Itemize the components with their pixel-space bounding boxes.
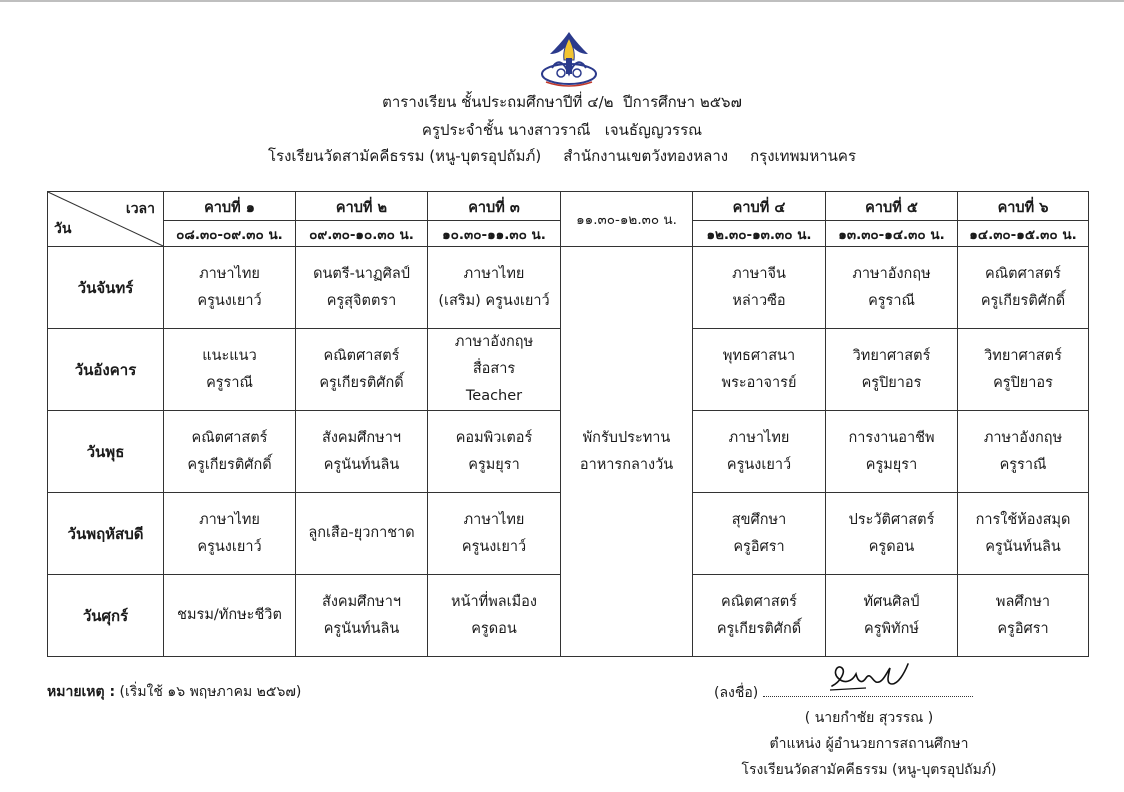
cell-detail: ครูนงเยาว์ (461, 538, 527, 555)
subject-name: คณิตศาสตร์ (721, 593, 797, 610)
subject-name: ภาษาไทย (463, 511, 525, 528)
sign-label: (ลงชื่อ) (714, 685, 759, 701)
subject-name: คณิตศาสตร์ (323, 347, 400, 364)
cell-detail: ครูมยุรา (468, 456, 520, 473)
signer-position: ตำแหน่ง ผู้อำนวยการสถานศึกษา (769, 736, 969, 752)
cell-detail: ครูดอน (471, 620, 517, 637)
subject-name: หน้าที่พลเมือง (451, 593, 537, 610)
period-3-label: คาบที่ ๓ (428, 192, 561, 221)
remark-text: (เริ่มใช้ ๑๖ พฤษภาคม ๒๕๖๗) (115, 684, 302, 700)
schedule-cell (296, 411, 428, 493)
schedule-cell (826, 493, 958, 575)
homeroom-teacher: ครูประจำชั้น นางสาวราณี เจนธัญญวรรณ (421, 121, 703, 139)
schedule-title: ตารางเรียน ชั้นประถมศึกษาปีที่ ๔/๒ ปีการศึกษา ๒๕๖๗ (382, 93, 742, 111)
subject-name: สุขศึกษา (731, 511, 787, 528)
cell-detail: ครูสุจิตตรา (326, 292, 397, 309)
corner-cell (48, 192, 164, 247)
cell-detail: ครูนงเยาว์ (197, 292, 262, 309)
subject-name: ภาษาไทย (463, 265, 525, 282)
subject-name: ชมรม/ทักษะชีวิต (177, 607, 282, 623)
subject-name: ภาษาไทย (199, 511, 260, 528)
schedule-cell (693, 329, 826, 411)
schedule-cell (958, 575, 1089, 657)
day-row (48, 247, 1089, 329)
subject-name: วิทยาศาสตร์ (984, 347, 1062, 364)
schedule-cell (428, 247, 561, 329)
subject-name: การใช้ห้องสมุด (975, 511, 1071, 528)
subject-name: คอมพิวเตอร์ (455, 429, 533, 446)
schedule-cell (826, 575, 958, 657)
cell-detail: ครูราณี (206, 374, 253, 391)
subject-name: สังคมศึกษาฯ (321, 429, 401, 446)
cell-detail: ครูราณี (999, 456, 1047, 473)
schedule-cell (164, 247, 296, 329)
schedule-cell (296, 329, 428, 411)
subject-name: ภาษาอังกฤษ (454, 334, 534, 350)
period-5-label: คาบที่ ๕ (826, 192, 958, 221)
school-name: โรงเรียนวัดสามัคคีธรรม (หนู-บุตรอุปถัมภ์) (267, 147, 542, 165)
schedule-cell (693, 247, 826, 329)
schedule-cell (164, 493, 296, 575)
school-emblem-icon (538, 28, 600, 90)
cell-detail: ครูนันท์นลิน (323, 456, 400, 473)
subject-name: สังคมศึกษาฯ (321, 593, 401, 610)
schedule-cell (958, 411, 1089, 493)
period-1-time: ๐๘.๓๐-๐๙.๓๐ น. (164, 221, 296, 247)
district-office: สำนักงานเขตวังทองหลาง (563, 147, 729, 165)
school-line (0, 146, 1124, 166)
lunch-line: พักรับประทาน (582, 429, 671, 446)
period-6-label: คาบที่ ๖ (958, 192, 1089, 221)
subject-name: ภาษาอังกฤษ (852, 265, 931, 282)
schedule-cell (164, 575, 296, 657)
cell-detail: ครูมยุรา (865, 456, 918, 473)
cell-detail: หล่าวซือ (732, 292, 786, 309)
schedule-cell (164, 329, 296, 411)
schedule-cell (428, 329, 561, 411)
cell-detail: ครูราณี (868, 292, 915, 309)
cell-detail: ครูปิยาอร (861, 374, 922, 391)
subject-name: พลศึกษา (995, 593, 1051, 610)
period-2-time: ๐๙.๓๐-๑๐.๓๐ น. (296, 221, 428, 247)
period-3-time: ๑๐.๓๐-๑๑.๓๐ น. (428, 221, 561, 247)
schedule-cell (693, 411, 826, 493)
schedule-cell (826, 329, 958, 411)
cell-detail: ครูอิศรา (997, 620, 1049, 637)
period-4-label: คาบที่ ๔ (693, 192, 826, 221)
cell-detail: Teacher (465, 388, 523, 404)
schedule-cell (428, 411, 561, 493)
remark-label: หมายเหตุ : (47, 684, 116, 700)
lunch-time-header: ๑๑.๓๐-๑๒.๓๐ น. (561, 192, 693, 247)
signer-school: โรงเรียนวัดสามัคคีธรรม (หนู-บุตรอุปถัมภ์) (741, 762, 997, 778)
day-name: วันจันทร์ (48, 247, 164, 329)
cell-detail: ครูนงเยาว์ (726, 456, 792, 473)
cell-detail: ครูปิยาอร (993, 374, 1053, 391)
subject-name: คณิตศาสตร์ (985, 265, 1061, 282)
subject-name: ภาษาจีน (732, 265, 786, 282)
day-name: วันพฤหัสบดี (48, 493, 164, 575)
corner-time-label: เวลา (125, 201, 155, 217)
cell-detail: ครูนันท์นลิน (323, 620, 400, 637)
subject-name: ภาษาอังกฤษ (983, 429, 1063, 446)
schedule-cell (958, 493, 1089, 575)
subject-name: ภาษาไทย (728, 429, 790, 446)
cell-detail: (เสริม) ครูนงเยาว์ (438, 292, 550, 309)
subject-name: คณิตศาสตร์ (191, 429, 268, 446)
period-2-label: คาบที่ ๒ (296, 192, 428, 221)
period-1-label: คาบที่ ๑ (164, 192, 296, 221)
cell-detail: ครูเกียรติศักดิ์ (319, 374, 404, 391)
schedule-cell (693, 493, 826, 575)
lunch-line: อาหารกลางวัน (579, 456, 674, 473)
cell-detail: ครูเกียรติศักดิ์ (187, 456, 272, 473)
timetable (47, 191, 1089, 657)
subject-name: ดนตรี-นาฏศิลป์ (313, 265, 410, 282)
timetable-body (48, 247, 1089, 657)
subject-name: ลูกเสือ-ยุวกาชาด (308, 525, 415, 541)
subject-name: การงานอาชีพ (848, 429, 935, 446)
schedule-cell (164, 411, 296, 493)
signer-name: ( นายกำชัย สุวรรณ ) (804, 710, 934, 726)
lunch-break-cell (561, 247, 693, 657)
schedule-cell (826, 247, 958, 329)
period-4-time: ๑๒.๓๐-๑๓.๓๐ น. (693, 221, 826, 247)
cell-detail: ครูเกียรติศักดิ์ (980, 292, 1066, 309)
subject-name: วิทยาศาสตร์ (852, 347, 931, 364)
subject-name: แนะแนว (202, 347, 257, 364)
cell-detail: ครูเกียรติศักดิ์ (716, 620, 802, 637)
schedule-cell (428, 575, 561, 657)
handwritten-signature (826, 660, 912, 694)
subject-name: ภาษาไทย (199, 265, 260, 282)
subject-name: ทัศนศิลป์ (863, 593, 920, 610)
cell-detail: ครูนงเยาว์ (197, 538, 262, 555)
province: กรุงเทพมหานคร (750, 147, 857, 165)
schedule-cell (296, 247, 428, 329)
cell-detail: ครูอิศรา (733, 538, 785, 555)
period-5-time: ๑๓.๓๐-๑๔.๓๐ น. (826, 221, 958, 247)
cell-detail: พระอาจารย์ (721, 374, 797, 391)
subject-name: ประวัติศาสตร์ (848, 511, 935, 528)
schedule-cell (826, 411, 958, 493)
period-6-time: ๑๔.๓๐-๑๕.๓๐ น. (958, 221, 1089, 247)
cell-detail: ครูนันท์นลิน (985, 538, 1061, 555)
subject-name: พุทธศาสนา (722, 347, 796, 364)
cell-detail: ครูพิทักษ์ (864, 620, 919, 637)
schedule-cell (296, 575, 428, 657)
day-name: วันศุกร์ (48, 575, 164, 657)
schedule-cell (958, 247, 1089, 329)
day-name: วันอังคาร (48, 329, 164, 411)
remark (47, 681, 301, 703)
cell-detail: สื่อสาร (472, 361, 516, 377)
schedule-cell (428, 493, 561, 575)
top-edge (0, 0, 1124, 2)
schedule-cell (958, 329, 1089, 411)
day-name: วันพุธ (48, 411, 164, 493)
schedule-cell (296, 493, 428, 575)
schedule-cell (693, 575, 826, 657)
cell-detail: ครูดอน (868, 538, 915, 555)
corner-day-label: วัน (54, 221, 72, 237)
